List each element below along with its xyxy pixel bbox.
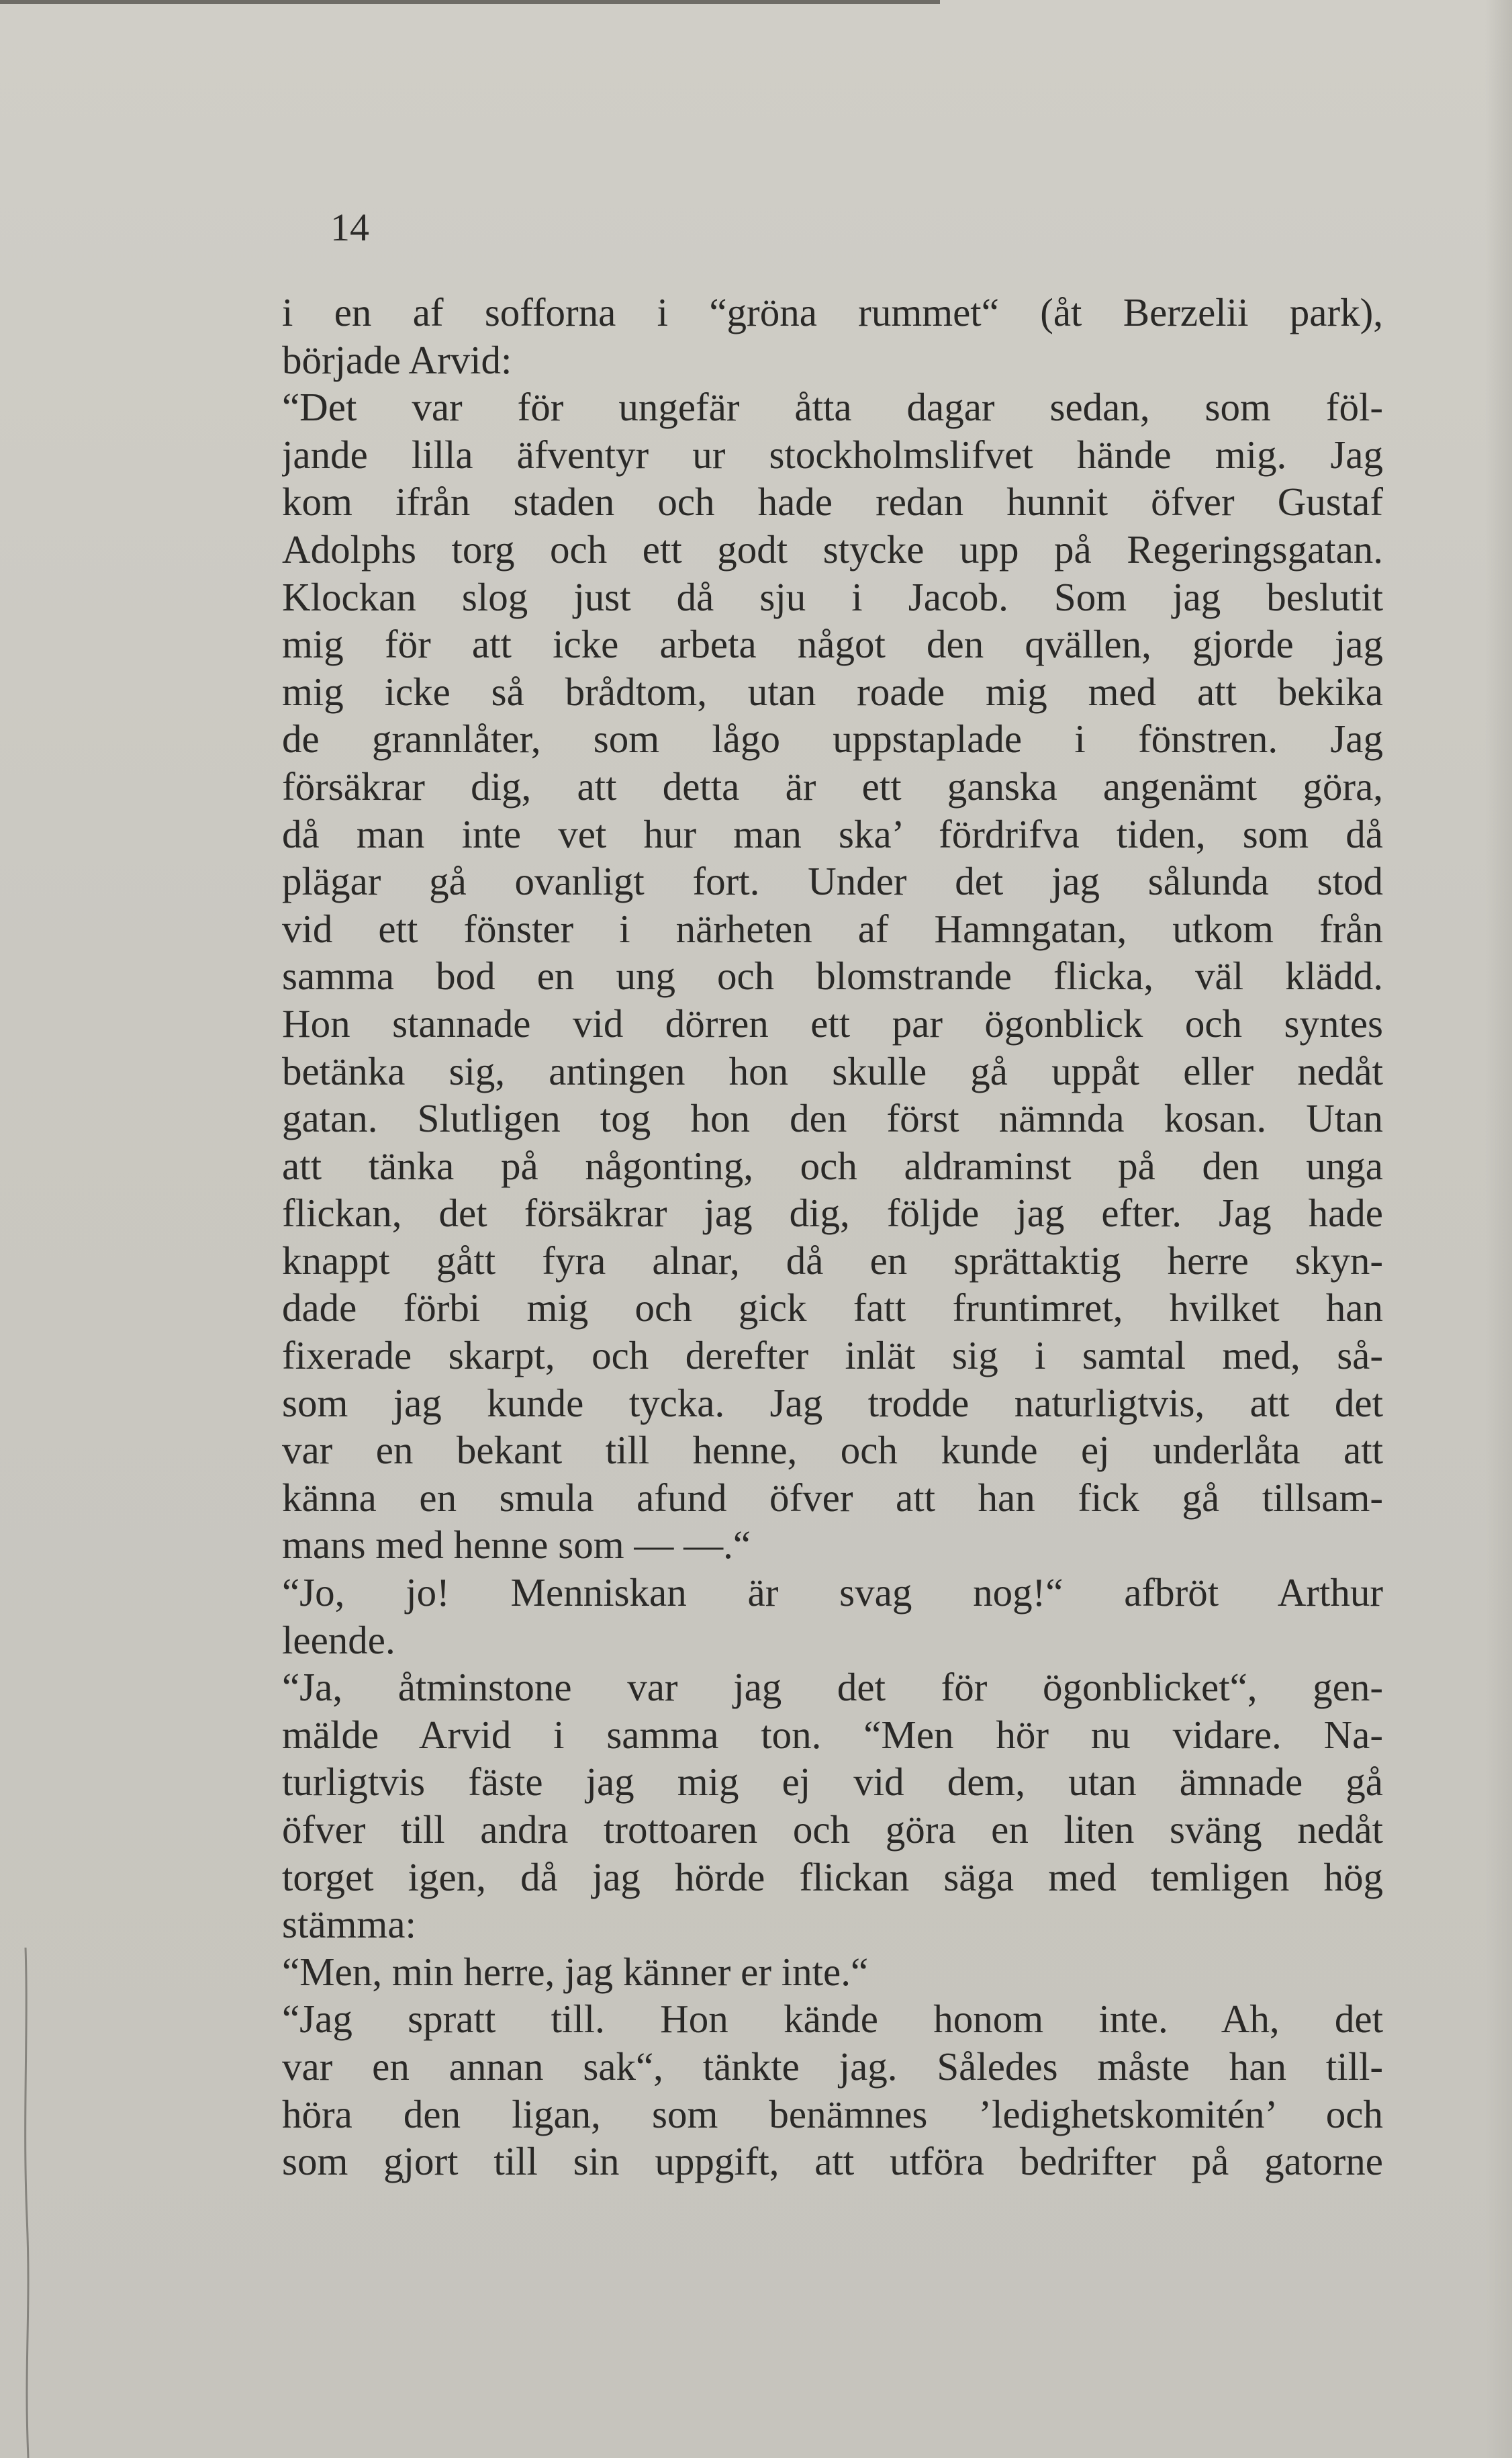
text-line: känna en smula afund öfver att han fick gå tillsam- bbox=[282, 1475, 1383, 1520]
text-line: då man inte vet hur man ska’ fördrifva tiden, som då bbox=[282, 811, 1383, 856]
text-line: “Det var för ungefär åtta dagar sedan, som föl- bbox=[282, 385, 1383, 430]
text-line: fixerade skarpt, och derefter inlät sig i samtal med, så- bbox=[282, 1333, 1383, 1378]
text-line: som gjort till sin uppgift, att utföra bedrifter på gatorne bbox=[282, 2139, 1383, 2184]
page-number: 14 bbox=[330, 206, 369, 249]
text-line: knappt gått fyra alnar, då en sprättaktig herre skyn- bbox=[282, 1238, 1383, 1283]
text-line: Adolphs torg och ett godt stycke upp på Regeringsgatan. bbox=[282, 527, 1383, 572]
text-line: i en af sofforna i “gröna rummet“ (åt Berzelii park), bbox=[282, 290, 1383, 334]
text-line: “Jag spratt till. Hon kände honom inte. Ah, det bbox=[282, 1997, 1383, 2042]
text-line: Klockan slog just då sju i Jacob. Som jag beslutit bbox=[282, 574, 1383, 619]
text-line: var en annan sak“, tänkte jag. Således måste han till- bbox=[282, 2044, 1383, 2089]
page-edge-shadow bbox=[1485, 0, 1512, 2458]
text-line: gatan. Slutligen tog hon den först nämnda kosan. Utan bbox=[282, 1096, 1383, 1141]
text-line: Hon stannade vid dörren ett par ögonblick och syntes bbox=[282, 1001, 1383, 1046]
text-line: torget igen, då jag hörde flickan säga med temligen hög bbox=[282, 1854, 1383, 1899]
text-line: mig för att icke arbeta något den qvällen, gjorde jag bbox=[282, 622, 1383, 667]
text-line: försäkrar dig, att detta är ett ganska angenämt göra, bbox=[282, 764, 1383, 809]
text-line: öfver till andra trottoaren och göra en liten sväng nedåt bbox=[282, 1807, 1383, 1852]
body-text bbox=[282, 289, 1383, 2185]
text-line: höra den ligan, som benämnes ’ledighetskomitén’ och bbox=[282, 2091, 1383, 2136]
text-line: att tänka på någonting, och aldraminst på den unga bbox=[282, 1143, 1383, 1188]
text-line: de grannlåter, som lågo uppstaplade i fönstren. Jag bbox=[282, 717, 1383, 762]
text-line: började Arvid: bbox=[282, 337, 512, 382]
binding-thread-mark bbox=[5, 1948, 46, 2458]
text-line: dade förbi mig och gick fatt fruntimret, hvilket han bbox=[282, 1285, 1383, 1330]
text-line: “Ja, åtminstone var jag det för ögonblicket“, gen- bbox=[282, 1665, 1383, 1710]
text-line: “Men, min herre, jag känner er inte.“ bbox=[282, 1949, 869, 1994]
text-line: plägar gå ovanligt fort. Under det jag sålunda stod bbox=[282, 859, 1383, 904]
text-line: vid ett fönster i närheten af Hamngatan, utkom från bbox=[282, 906, 1383, 951]
text-line: “Jo, jo! Menniskan är svag nog!“ afbröt Arthur bbox=[282, 1570, 1383, 1615]
text-line: var en bekant till henne, och kunde ej underlåta att bbox=[282, 1428, 1383, 1473]
text-line: turligtvis fäste jag mig ej vid dem, utan ämnade gå bbox=[282, 1760, 1383, 1805]
text-line: flickan, det försäkrar jag dig, följde jag efter. Jag hade bbox=[282, 1191, 1383, 1236]
top-edge-rule bbox=[0, 0, 940, 4]
text-line: mälde Arvid i samma ton. “Men hör nu vidare. Na- bbox=[282, 1712, 1383, 1757]
text-line: leende. bbox=[282, 1617, 395, 1662]
text-line: samma bod en ung och blomstrande flicka, väl klädd. bbox=[282, 954, 1383, 999]
text-line: mig icke så brådtom, utan roade mig med att bekika bbox=[282, 669, 1383, 714]
text-line: kom ifrån staden och hade redan hunnit öfver Gustaf bbox=[282, 480, 1383, 525]
text-line: stämma: bbox=[282, 1902, 416, 1947]
text-line: mans med henne som — —.“ bbox=[282, 1522, 751, 1567]
text-line: betänka sig, antingen hon skulle gå uppåt eller nedåt bbox=[282, 1048, 1383, 1093]
text-line: som jag kunde tycka. Jag trodde naturligtvis, att det bbox=[282, 1380, 1383, 1425]
text-line: jande lilla äfventyr ur stockholmslifvet hände mig. Jag bbox=[282, 432, 1383, 477]
